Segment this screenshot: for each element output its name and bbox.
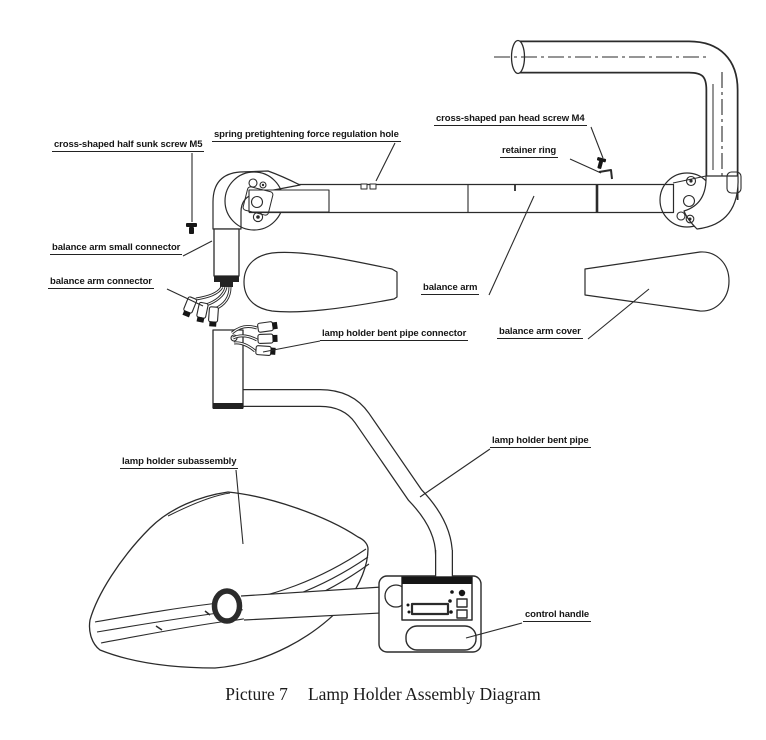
balance-arm-cover-left — [244, 252, 397, 312]
label-control-handle: control handle — [525, 609, 590, 620]
display-window — [412, 604, 448, 614]
balance-arm-connector-drawing — [182, 287, 230, 327]
ball-joint-hub — [215, 591, 240, 621]
balance-arm-drawing — [213, 171, 741, 230]
balance-arm-small-connector-drawing — [214, 229, 239, 287]
label-balance-arm-cover: balance arm cover — [499, 326, 581, 337]
label-spring-hole: spring pretightening force regulation hole — [214, 129, 399, 140]
label-balance-arm-small-connector: balance arm small connector — [52, 242, 181, 253]
figure-number: Picture 7 — [225, 684, 288, 704]
half-sunk-screw-m5 — [186, 223, 197, 234]
label-balance-arm: balance arm — [423, 282, 478, 293]
right-elbow — [684, 176, 738, 229]
handle-grip — [406, 626, 476, 650]
label-retainer-ring: retainer ring — [502, 145, 557, 156]
retainer-ring-part — [599, 170, 612, 179]
label-bent-pipe-connector: lamp holder bent pipe connector — [322, 328, 467, 339]
lamp-holder-subassembly-drawing — [89, 492, 400, 668]
balance-arm-cover-right — [585, 252, 729, 311]
label-lamp-holder-subassembly: lamp holder subassembly — [122, 456, 237, 467]
figure-caption — [0, 684, 766, 705]
label-balance-arm-connector: balance arm connector — [50, 276, 152, 287]
control-handle-drawing — [379, 550, 481, 652]
label-lamp-holder-bent-pipe: lamp holder bent pipe — [492, 435, 589, 446]
spring-regulation-hole — [361, 184, 367, 189]
label-pan-head-screw: cross-shaped pan head screw M4 — [436, 113, 585, 124]
panel-button — [459, 590, 465, 596]
figure-title: Lamp Holder Assembly Diagram — [307, 684, 541, 704]
pan-head-screw-m4 — [595, 157, 607, 170]
label-half-sunk-screw: cross-shaped half sunk screw M5 — [54, 139, 203, 150]
